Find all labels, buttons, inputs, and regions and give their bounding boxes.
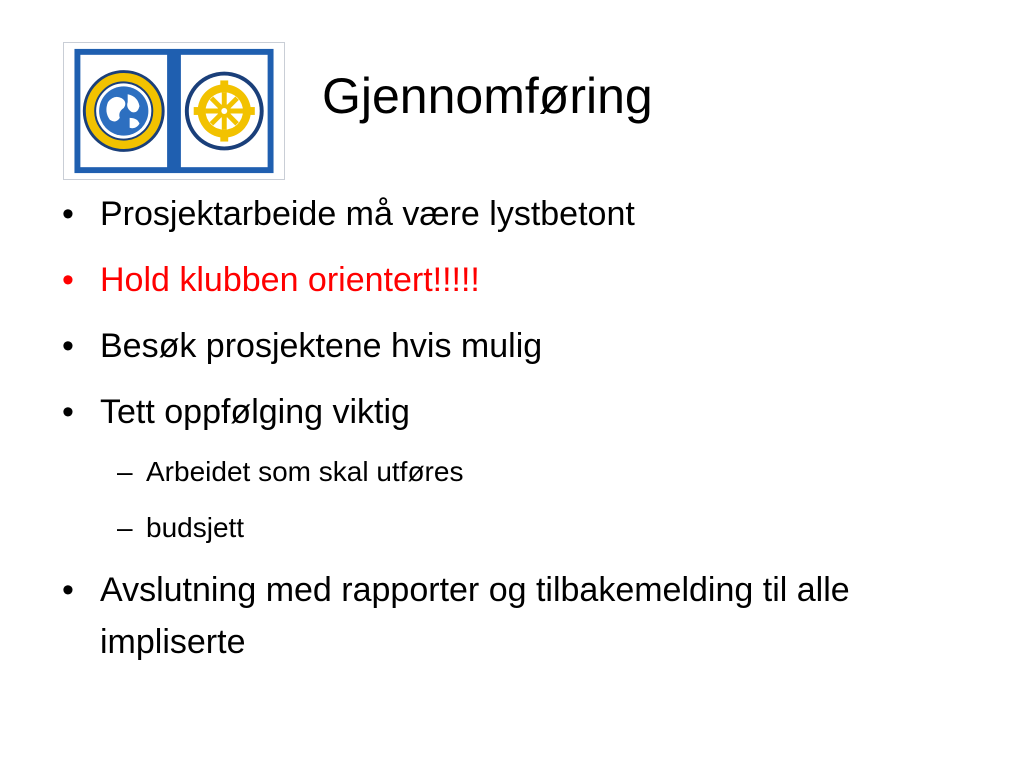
bullet-text: Besøk prosjektene hvis mulig (100, 327, 543, 365)
bullet-marker: • (62, 195, 74, 233)
sub-bullet-item (117, 452, 464, 492)
bullet-item (62, 188, 635, 240)
sub-bullet-marker: – (117, 456, 133, 487)
sub-bullet-text: budsjett (146, 512, 245, 543)
bullet-marker: • (62, 261, 74, 299)
bullet-marker: • (62, 327, 74, 365)
bullet-text: Tett oppfølging viktig (100, 393, 410, 431)
rotary-logo (63, 42, 285, 180)
sub-bullet-marker: – (117, 512, 133, 543)
bullet-text: Hold klubben orientert!!!!! (100, 261, 480, 299)
rotary-emblem-graphic (64, 43, 284, 179)
slide-title: Gjennomføring (322, 68, 653, 124)
sub-bullet-item (117, 508, 245, 548)
rotary-wheel-icon (185, 72, 264, 151)
bullet-item (62, 320, 543, 372)
bullet-item (62, 386, 410, 438)
bullet-text: Avslutning med rapporter og tilbakemelding til alle impliserte (100, 571, 850, 661)
bullet-marker: • (62, 571, 74, 609)
bullet-item (62, 564, 980, 668)
rotary-foundation-globe-icon (84, 72, 163, 151)
bullet-marker: • (62, 393, 74, 431)
bullet-item-highlight (62, 254, 480, 306)
bullet-text: Prosjektarbeide må være lystbetont (100, 195, 635, 233)
sub-bullet-text: Arbeidet som skal utføres (146, 456, 464, 487)
